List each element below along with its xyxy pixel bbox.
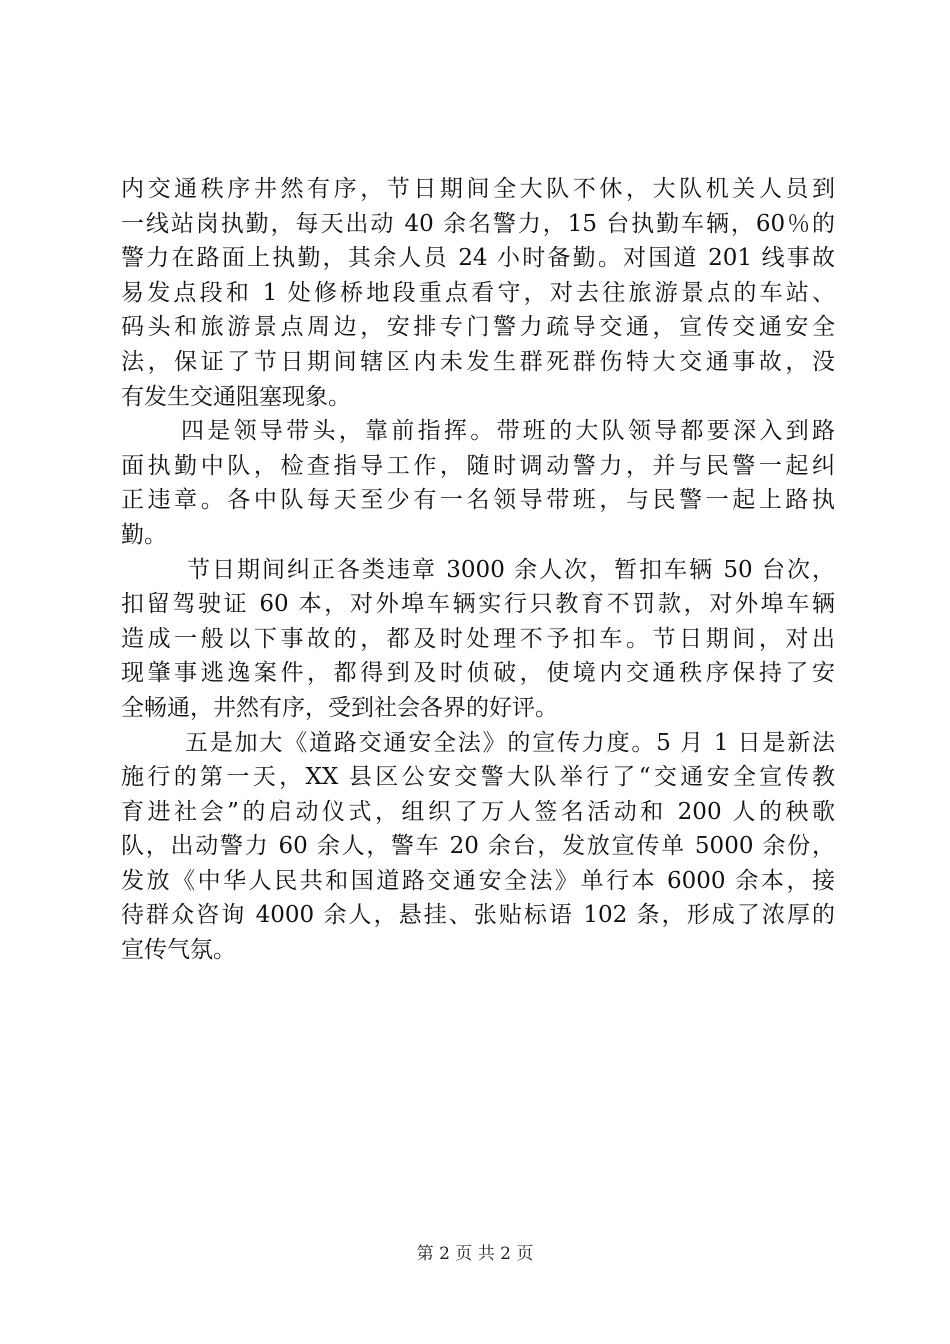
paragraph-1-line-5: 码头和旅游景点周边，安排专门警力疏导交通，宣传交通安全 (121, 314, 835, 341)
document-body (121, 172, 835, 968)
paragraph-2-line-3: 正违章。各中队每天至少有一名领导带班，与民警一起上路执 (121, 487, 835, 514)
paragraph-4-line-5: 发放《中华人民共和国道路交通安全法》单行本 6000 余本，接 (121, 867, 835, 894)
paragraph-2-line-1: 四是领导带头，靠前指挥。带班的大队领导都要深入到路 (181, 418, 835, 445)
paragraph-3-line-1: 节日期间纠正各类违章 3000 余人次，暂扣车辆 50 台次， (187, 556, 835, 583)
paragraph-1-line-2: 一线站岗执勤，每天出动 40 余名警力，15 台执勤车辆，60％的 (121, 210, 835, 237)
paragraph-1-line-3: 警力在路面上执勤，其余人员 24 小时备勤。对国道 201 线事故 (121, 245, 835, 272)
paragraph-1-line-4: 易发点段和 1 处修桥地段重点看守，对去往旅游景点的车站、 (121, 279, 835, 306)
paragraph-4-line-1: 五是加大《道路交通安全法》的宣传力度。5 月 1 日是新法 (185, 729, 835, 756)
paragraph-1-line-7: 有发生交通阻塞现象。 (121, 383, 351, 410)
paragraph-3-line-3: 造成一般以下事故的，都及时处理不予扣车。节日期间，对出 (121, 625, 835, 652)
paragraph-4-line-3: 育进社会”的启动仪式，组织了万人签名活动和 200 人的秧歌 (121, 798, 835, 825)
paragraph-4-line-2: 施行的第一天，XX 县区公安交警大队举行了“交通安全宣传教 (121, 764, 835, 791)
paragraph-1-line-6: 法，保证了节日期间辖区内未发生群死群伤特大交通事故，没 (121, 348, 835, 375)
page-number-footer: 第 2 页 共 2 页 (416, 1244, 534, 1264)
paragraph-4-line-4: 队，出动警力 60 余人，警车 20 余台，发放宣传单 5000 余份， (121, 833, 835, 860)
paragraph-3-line-5: 全畅通，井然有序，受到社会各界的好评。 (121, 694, 558, 721)
paragraph-2-line-4: 勤。 (121, 521, 167, 548)
paragraph-3-line-4: 现肇事逃逸案件，都得到及时侦破，使境内交通秩序保持了安 (121, 660, 835, 687)
paragraph-1-line-1: 内交通秩序井然有序，节日期间全大队不休，大队机关人员到 (121, 176, 835, 202)
paragraph-4-line-7: 宣传气氛。 (121, 937, 236, 964)
paragraph-2-line-2: 面执勤中队，检查指导工作，随时调动警力，并与民警一起纠 (121, 452, 835, 479)
paragraph-4-line-6: 待群众咨询 4000 余人，悬挂、张贴标语 102 条，形成了浓厚的 (121, 902, 835, 929)
paragraph-3-line-2: 扣留驾驶证 60 本，对外埠车辆实行只教育不罚款，对外埠车辆 (121, 591, 835, 618)
